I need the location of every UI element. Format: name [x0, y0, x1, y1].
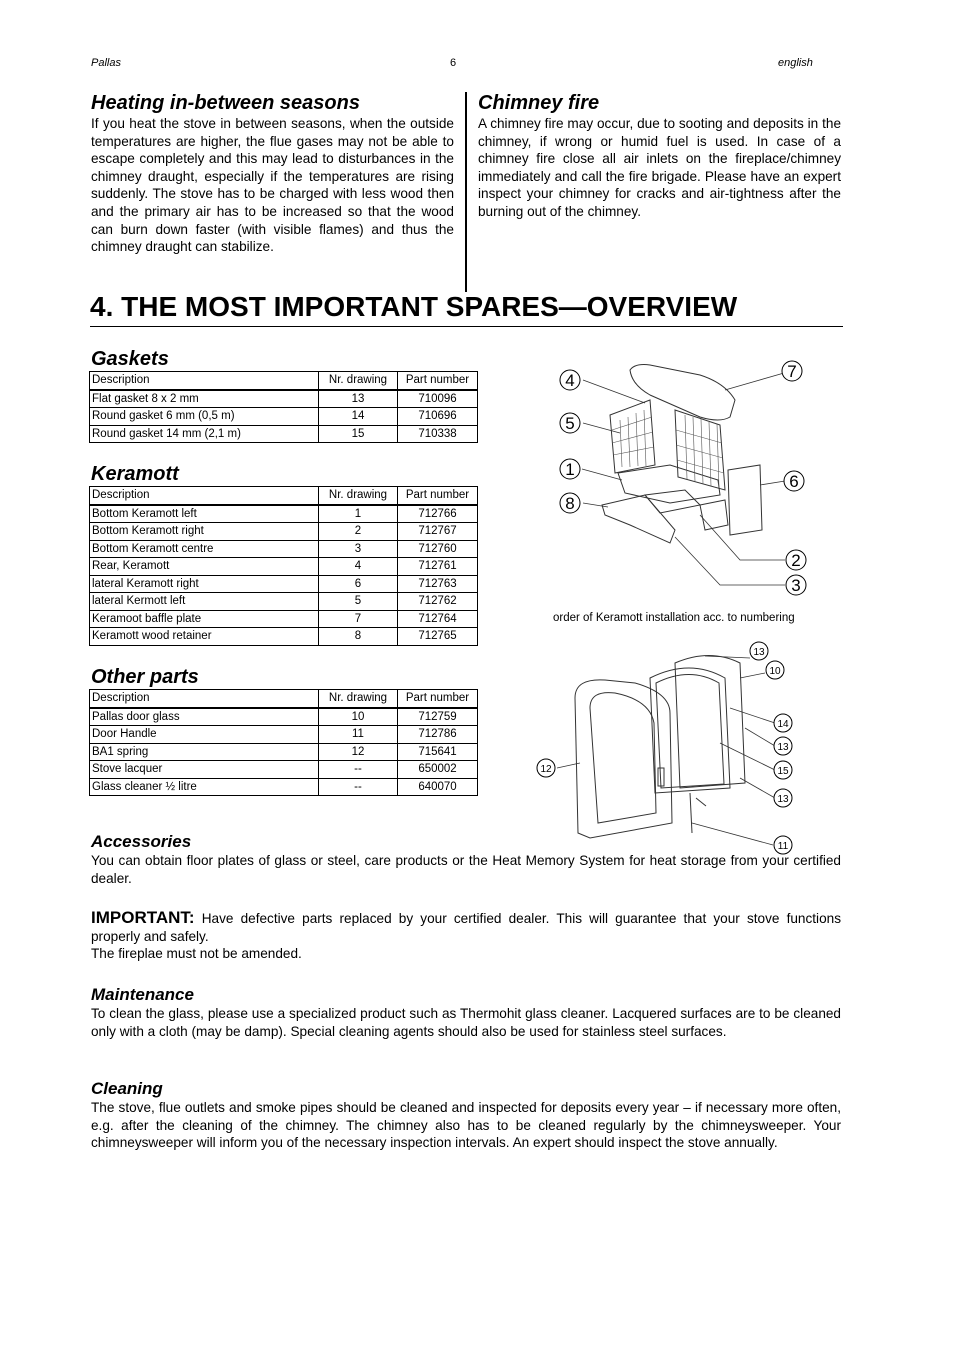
col-description: Description: [90, 690, 319, 708]
table-row: [90, 778, 478, 796]
table-row: [90, 408, 478, 426]
callout-3: 3: [791, 576, 801, 595]
cell-description: Pallas door glass: [90, 708, 319, 726]
table-row: [90, 726, 478, 744]
cell-nr: 7: [319, 610, 398, 628]
callout-8: 8: [565, 494, 575, 513]
cell-nr: 13: [319, 390, 398, 408]
callout-6: 6: [789, 472, 799, 491]
door-frame-back: [675, 656, 745, 789]
cell-part: 712786: [398, 726, 478, 744]
cell-description: lateral Keramott right: [90, 575, 319, 593]
cell-nr: 15: [319, 425, 398, 443]
cleaning-section: [91, 1079, 841, 1152]
column-divider: [465, 92, 467, 292]
table-row: [90, 390, 478, 408]
cell-nr: --: [319, 761, 398, 779]
cell-description: Round gasket 14 mm (2,1 m): [90, 425, 319, 443]
callout-12: 12: [540, 764, 552, 775]
table-row: [90, 558, 478, 576]
chimney-title: Chimney fire: [478, 92, 600, 114]
figure1-caption: order of Keramott installation acc. to numbering: [553, 612, 795, 624]
callout-10: 10: [769, 666, 781, 677]
door-glass-inner: [656, 675, 724, 789]
cell-nr: --: [319, 778, 398, 796]
lateral-left-shape: [610, 400, 655, 473]
maintenance-section: [91, 985, 841, 1040]
cell-part: 712764: [398, 610, 478, 628]
callout-1: 1: [565, 460, 575, 479]
cell-nr: 6: [319, 575, 398, 593]
cell-description: Glass cleaner ½ litre: [90, 778, 319, 796]
cell-nr: 12: [319, 743, 398, 761]
col-part-number: Part number: [398, 487, 478, 505]
header-right: english: [778, 57, 813, 69]
important-label: IMPORTANT:: [91, 908, 195, 927]
accessories-title: Accessories: [91, 832, 192, 851]
table-row: [90, 708, 478, 726]
table-row: [90, 743, 478, 761]
col-nr-drawing: Nr. drawing: [319, 372, 398, 390]
cell-nr: 8: [319, 628, 398, 646]
keramott-table: [89, 486, 478, 646]
spring-shape: [690, 793, 692, 833]
cell-description: Stove lacquer: [90, 761, 319, 779]
callout-11: 11: [777, 841, 789, 852]
cell-part: 710338: [398, 425, 478, 443]
important-text: Have defective parts replaced by your certified dealer. This will guarantee that your stove functions properly and safely.: [91, 911, 841, 944]
cell-description: Bottom Keramott right: [90, 523, 319, 541]
table-header-row: [90, 372, 478, 390]
section-heading: [90, 290, 843, 327]
chimney-text: A chimney fire may occur, due to sooting and deposits in the chimney, if wrong or humid fuel is used. In case of a chimney fire close all air inlets on the fireplace/chimney immediately and call the fire brigade. Please have an expert inspect your chimney for cracks and air-tightness after the burning out of the chimney.: [478, 116, 841, 219]
cell-description: Keramott wood retainer: [90, 628, 319, 646]
door-exploded-diagram: [530, 638, 810, 858]
cell-description: Flat gasket 8 x 2 mm: [90, 390, 319, 408]
keramott-exploded-diagram: [550, 355, 830, 605]
cell-part: 712761: [398, 558, 478, 576]
cell-part: 712765: [398, 628, 478, 646]
cell-nr: 5: [319, 593, 398, 611]
cell-description: Round gasket 6 mm (0,5 m): [90, 408, 319, 426]
cell-description: lateral Kermott left: [90, 593, 319, 611]
cell-part: 710096: [398, 390, 478, 408]
other-parts-table: [89, 689, 478, 796]
gaskets-title: Gaskets: [91, 348, 169, 370]
section-title: 4. THE MOST IMPORTANT SPARES—OVERVIEW: [90, 291, 738, 322]
baffle-plate-shape: [630, 365, 735, 420]
heating-section: [91, 91, 454, 256]
door-glass-shape: [650, 668, 730, 793]
col-nr-drawing: Nr. drawing: [319, 690, 398, 708]
cell-nr: 2: [319, 523, 398, 541]
cell-part: 640070: [398, 778, 478, 796]
cell-part: 650002: [398, 761, 478, 779]
wood-retainer-shape: [602, 495, 675, 543]
cell-nr: 3: [319, 540, 398, 558]
table-header-row: [90, 690, 478, 708]
heating-text: If you heat the stove in between seasons, when the outside temperatures are higher, the flue gases may not be able to escape completely and this may lead to disturbances in the chimney draught, especially if the temperatures are rising suddenly. The stove has to be charged with less wood then and the primary air has to be increased so that the wood can burn down faster (with visible flames) and thus the chimney draught can stabilize.: [91, 116, 454, 255]
table-row: [90, 610, 478, 628]
table-row: [90, 425, 478, 443]
col-nr-drawing: Nr. drawing: [319, 487, 398, 505]
table-row: [90, 761, 478, 779]
callout-14: 14: [777, 719, 789, 730]
callout-2: 2: [791, 551, 801, 570]
cell-nr: 11: [319, 726, 398, 744]
cell-part: 710696: [398, 408, 478, 426]
lateral-right-shape: [728, 465, 762, 535]
cell-description: BA1 spring: [90, 743, 319, 761]
gaskets-table: [89, 371, 478, 443]
cell-description: Keramoot baffle plate: [90, 610, 319, 628]
maintenance-text: To clean the glass, please use a specialized product such as Thermohit glass cleaner. Lacquered surfaces are to be cleaned only with a cloth (may be damp). Special cleaning agents should also be used for stainless steel surfaces.: [91, 1006, 841, 1039]
accessories-section: [91, 832, 841, 887]
page-number: 6: [450, 57, 457, 69]
cell-description: Bottom Keramott left: [90, 505, 319, 523]
heating-title: Heating in-between seasons: [91, 92, 360, 114]
cell-nr: 10: [319, 708, 398, 726]
callout-15: 15: [777, 766, 789, 777]
door-window-shape: [590, 693, 656, 823]
col-description: Description: [90, 487, 319, 505]
cell-part: 712762: [398, 593, 478, 611]
cell-part: 712759: [398, 708, 478, 726]
table-row: [90, 628, 478, 646]
cell-nr: 14: [319, 408, 398, 426]
chimney-section: [478, 91, 841, 221]
header-left: Pallas: [91, 57, 121, 69]
table-row: [90, 540, 478, 558]
callout-13c: 13: [777, 794, 789, 805]
cell-description: Rear, Keramott: [90, 558, 319, 576]
accessories-text: You can obtain floor plates of glass or steel, care products or the Heat Memory System for heat storage from your certified dealer.: [91, 853, 841, 886]
cell-nr: 4: [319, 558, 398, 576]
cell-part: 712766: [398, 505, 478, 523]
callout-4: 4: [565, 371, 575, 390]
bottom-right-shape: [700, 500, 728, 530]
callout-13b: 13: [777, 742, 789, 753]
rear-panel-shape: [675, 410, 725, 490]
callout-5: 5: [565, 414, 575, 433]
col-part-number: Part number: [398, 372, 478, 390]
maintenance-title: Maintenance: [91, 985, 194, 1004]
important-section: [91, 909, 841, 963]
keramott-title: Keramott: [91, 463, 179, 485]
col-part-number: Part number: [398, 690, 478, 708]
cell-part: 712763: [398, 575, 478, 593]
bottom-centre-shape: [645, 490, 700, 513]
table-row: [90, 505, 478, 523]
cell-part: 715641: [398, 743, 478, 761]
cell-part: 712760: [398, 540, 478, 558]
cell-part: 712767: [398, 523, 478, 541]
table-row: [90, 593, 478, 611]
table-row: [90, 523, 478, 541]
important-note: The fireplae must not be amended.: [91, 946, 302, 962]
cell-description: Bottom Keramott centre: [90, 540, 319, 558]
cell-description: Door Handle: [90, 726, 319, 744]
callout-13: 13: [753, 647, 765, 658]
table-header-row: [90, 487, 478, 505]
table-row: [90, 575, 478, 593]
col-description: Description: [90, 372, 319, 390]
callout-7: 7: [787, 362, 797, 381]
cell-nr: 1: [319, 505, 398, 523]
other-parts-title: Other parts: [91, 666, 199, 688]
cleaning-text: The stove, flue outlets and smoke pipes should be cleaned and inspected for deposits every year – if necessary more often, e.g. after the cleaning of the chimney. The chimney also has to be cleaned regularly by the chimneysweeper. Your chimneysweeper will inform you of the necessary inspection intervals. An expert should inspect the stove annually.: [91, 1100, 841, 1151]
cleaning-title: Cleaning: [91, 1079, 163, 1098]
